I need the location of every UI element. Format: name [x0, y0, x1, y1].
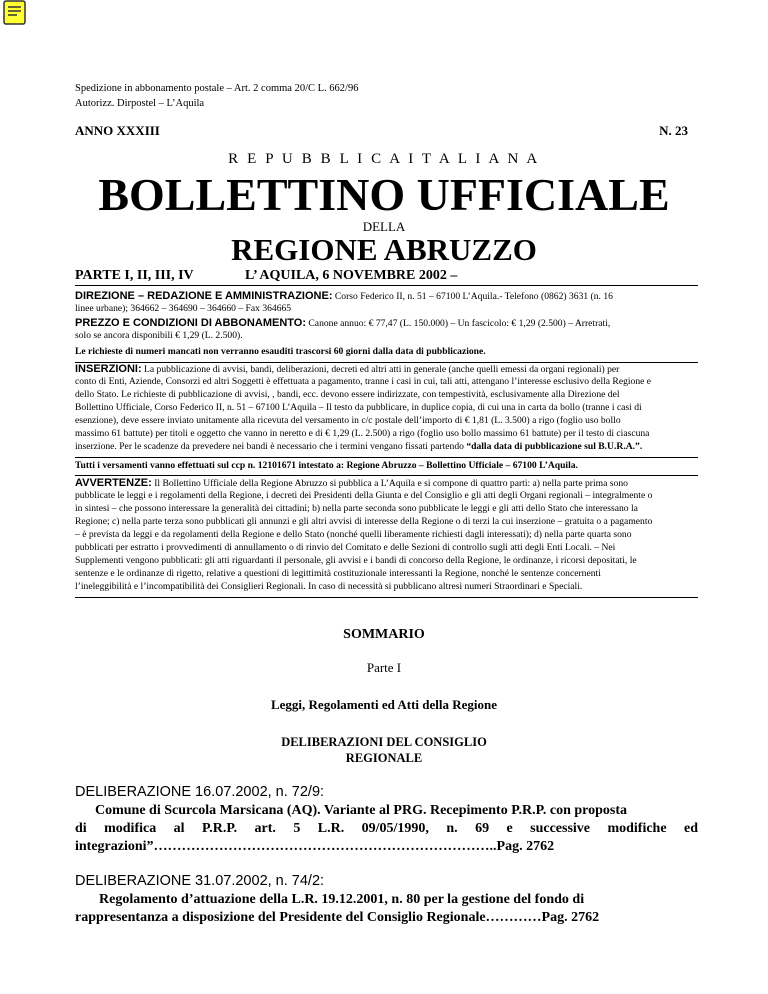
- divider: [75, 285, 698, 286]
- prezzo-line: [75, 317, 698, 331]
- entry-2-line-1: Regolamento d’attuazione della L.R. 19.12.2001, n. 80 per la gestione del fondo di: [99, 892, 585, 907]
- della: DELLA: [362, 219, 406, 234]
- inserzioni-line-6: massimo 61 battute) per titoli e oggetto che vanno in neretto e di € 1,29 (L. 2.500) a rigo (foglio uso bollo massimo 61 battute) per il testo di ciascuna: [75, 428, 650, 439]
- divider: [75, 457, 698, 458]
- divider: [75, 475, 698, 476]
- numero: N. 23: [659, 123, 688, 138]
- avvertenze-line-4: Regione; c) nella parte terza sono pubblicati gli annunzi e gli altri avvisi di interesse della Regione o di terzi la cui inserzione – gratuita o a pagamento: [75, 516, 653, 527]
- inserzioni-label: INSERZIONI:: [75, 363, 142, 375]
- prezzo-label: PREZZO E CONDIZIONI DI ABBONAMENTO:: [75, 317, 306, 329]
- entry-1-line-2: di modifica al P.R.P. art. 5 L.R. 09/05/1990, n. 69 e successive modifiche ed: [75, 821, 698, 836]
- avvertenze-line-5: – è prevista da leggi e da regolamenti della Regione e dello Stato (nonché quelli liberamente richiesti dagli interessati); d) nella parte quarta sono: [75, 529, 632, 540]
- direzione-text: Corso Federico II, n. 51 – 67100 L’Aquila.- Telefono (0862) 3631 (n. 16: [334, 291, 613, 302]
- avvertenze-line-1: AVVERTENZE: Il Bollettino Ufficiale della Regione Abruzzo si pubblica a L’Aquila e si compone di quattro parti: a) nella parte prima sono: [75, 477, 628, 489]
- inserzioni-line-5: esenzione), deve essere inviato unitamente alla ricevuta del versamento in c/c postale dell’importo di € 1,81 (L. 3.500) a rigo (foglio uso bollo: [75, 415, 621, 426]
- delib-title-2: REGIONALE: [345, 751, 423, 765]
- avvertenze-line-7: Supplementi vengono pubblicati: gli atti riguardanti il personale, gli avvisi e i bandi di concorso della Regione, le ordinanze, i ricorsi depositati, le: [75, 555, 637, 566]
- repubblica-italiana: R E P U B B L I C A I T A L I A N A: [228, 151, 540, 167]
- avvertenze-line-6: pubblicati per estratto i provvedimenti di annullamento o di rinvio del Comitato e delle Sezioni di controllo sugli atti degli Enti Locali. – Nei: [75, 542, 616, 553]
- prezzo-text-2: solo se ancora disponibili € 1,29 (L. 2.500).: [75, 330, 243, 341]
- avvertenze-line-9: l’ineleggibilità e l’incompatibilità dei Consiglieri Regionali. In caso di necessità si pubblicano altresì numeri Straordinari e Speciali.: [75, 581, 583, 592]
- divider: [75, 597, 698, 598]
- inserzioni-line-7: inserzione. Per le scadenze da prevedere nei bandi è necessario che i termini vengano fissati partendo “dalla data di pubblicazione sul B.U.R.A.”.: [75, 441, 643, 452]
- avvertenze-label: AVVERTENZE:: [75, 477, 152, 489]
- inserzioni-line-1: INSERZIONI: La pubblicazione di avvisi, bandi, deliberazioni, decreti ed altri atti in generale (anche quelli emessi da organi regionali) per: [75, 363, 620, 375]
- sommario-title: SOMMARIO: [343, 627, 425, 642]
- inserzioni-line-3: dello Stato. Le richieste di pubblicazione di avvisi, , bandi, ecc. devono essere indirizzate, con tempestività, esclusivamente alla Direzione del: [75, 389, 620, 400]
- avvertenze-line-2: pubblicate le leggi e i regolamenti della Regione, i decreti dei Presidenti della Giunta e del Consiglio e gli atti degli Organi regionali – integralmente o: [75, 490, 653, 501]
- bollettino-title: BOLLETTINO UFFICIALE: [98, 169, 670, 220]
- entry-1-heading: DELIBERAZIONE 16.07.2002, n. 72/9:: [75, 784, 325, 800]
- inserzioni-line-2: conto di Enti, Aziende, Consorzi ed altri Soggetti è effettuata a pagamento, tranne i casi in cui, tali atti, attengano l’interesse esclusivo della Regione e: [75, 376, 652, 387]
- avvertenze-line-8: sentenze e le ordinanze di rigetto, relative a questioni di legittimità costituzionale interessanti la Regione, nonché le sentenze concernenti: [75, 568, 601, 579]
- direzione-text-2: linee urbane); 364662 – 364690 – 364660 – Fax 364665: [75, 303, 292, 314]
- postal-line-2: Autorizz. Dirpostel – L’Aquila: [75, 98, 205, 109]
- avvertenze-line-3: in sintesi – che possono interessare la generalità dei cittadini; b) nella parte seconda sono pubblicate le leggi e gli atti dello Stato che interessano la: [75, 503, 638, 514]
- parte-i: Parte I: [366, 660, 402, 675]
- richieste: Le richieste di numeri mancati non verranno esauditi trascorsi 60 giorni dalla data di pubblicazione.: [75, 346, 486, 357]
- direzione-line: [75, 290, 698, 304]
- luogo-data: L’ AQUILA, 6 NOVEMBRE 2002 –: [245, 268, 458, 283]
- parte-label: PARTE I, II, III, IV: [75, 268, 194, 283]
- anno: ANNO XXXIII: [75, 123, 160, 138]
- entry-1-line-3: integrazioni”………………………………………………………………..Pag. 2762: [75, 839, 555, 854]
- entry-2-heading: DELIBERAZIONE 31.07.2002, n. 74/2:: [75, 873, 325, 889]
- direzione-label: DIREZIONE – REDAZIONE E AMMINISTRAZIONE:: [75, 290, 333, 302]
- postal-line-1: Spedizione in abbonamento postale – Art. 2 comma 20/C L. 662/96: [75, 83, 359, 94]
- entry-1-line-1: Comune di Scurcola Marsicana (AQ). Variante al PRG. Recepimento P.R.P. con proposta: [95, 803, 627, 818]
- versamenti: Tutti i versamenti vanno effettuati sul ccp n. 12101671 intestato a: Regione Abruzzo – Bollettino Ufficiale – 67100 L’Aquila.: [75, 460, 578, 471]
- delib-title-1: DELIBERAZIONI DEL CONSIGLIO: [281, 735, 487, 749]
- prezzo-text: Canone annuo: € 77,47 (L. 150.000) – Un fascicolo: € 1,29 (2.500) – Arretrati,: [308, 318, 611, 329]
- note-icon[interactable]: [3, 0, 27, 26]
- regione-title: REGIONE ABRUZZO: [231, 232, 537, 267]
- inserzioni-line-4: Bollettino Ufficiale, Corso Federico II, n. 51 – 67100 L’Aquila – Il testo da pubblicare, in duplice copia, di cui una in carta da bollo (tranne i casi di: [75, 402, 642, 413]
- entry-2-line-2: rappresentanza a disposizione del Presidente del Consiglio Regionale…………Pag. 2762: [75, 910, 600, 925]
- leggi-heading: Leggi, Regolamenti ed Atti della Regione: [270, 697, 498, 712]
